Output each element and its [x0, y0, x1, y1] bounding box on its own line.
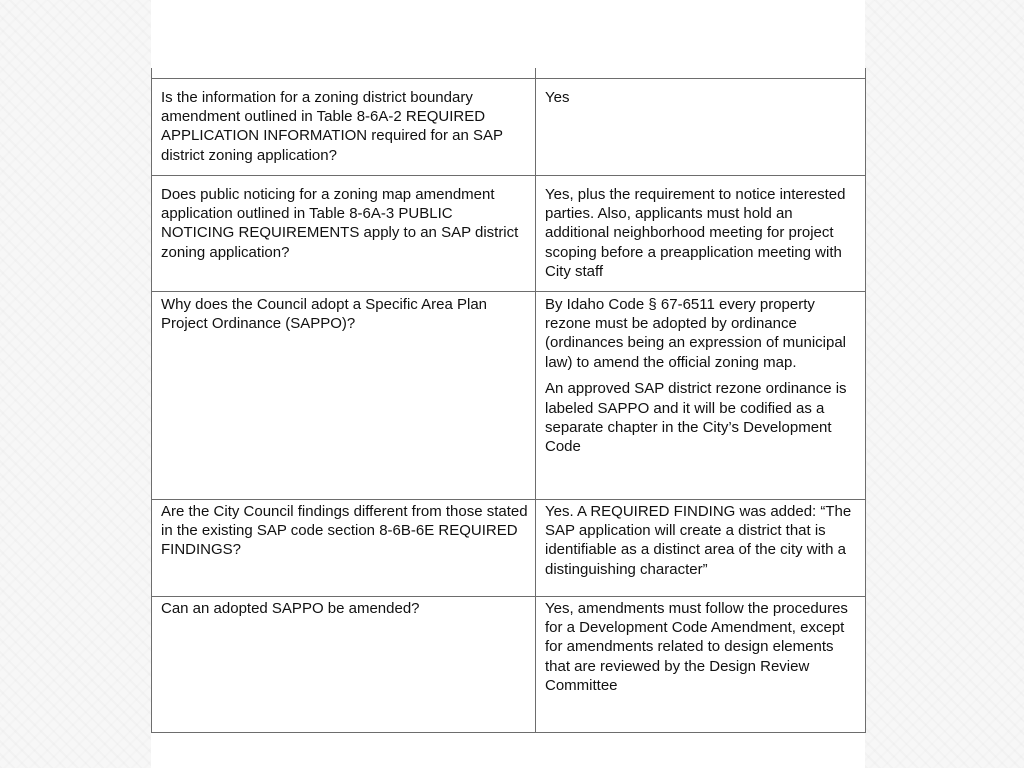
question-cell	[152, 291, 536, 499]
table-row	[152, 596, 866, 732]
table-row	[152, 291, 866, 499]
answer-cell	[536, 291, 866, 499]
question-cell	[152, 175, 536, 291]
question-cell	[152, 596, 536, 732]
question-text: Does public noticing for a zoning map amendment application outlined in Table 8-6A-3 PUBLIC NOTICING REQUIREMENTS apply to an SAP district zoning application?	[161, 185, 519, 261]
faq-table	[151, 68, 866, 733]
question-cell	[152, 499, 536, 596]
question-cell	[152, 78, 536, 175]
answer-cell	[536, 78, 866, 175]
question-text: Is the information for a zoning district boundary amendment outlined in Table 8-6A-2 REQUIRED APPLICATION INFORMATION required for an SAP district zoning application?	[161, 88, 503, 164]
answer-text: Yes, amendments must follow the procedures for a Development Code Amendment, except for amendments related to design elements that are reviewed by the Design Review Committee	[545, 599, 848, 695]
continuation-cell	[152, 68, 536, 78]
table-row	[152, 78, 866, 175]
table-row	[152, 175, 866, 291]
question-text: Why does the Council adopt a Specific Area Plan Project Ordinance (SAPPO)?	[161, 295, 488, 332]
question-text: Are the City Council findings different from those stated in the existing SAP code section 8-6B-6E REQUIRED FINDINGS?	[161, 502, 528, 559]
answer-cell	[536, 175, 866, 291]
answer-cell	[536, 499, 866, 596]
table-continuation-row	[152, 68, 866, 78]
question-text: Can an adopted SAPPO be amended?	[161, 599, 420, 617]
answer-text: By Idaho Code § 67-6511 every property rezone must be adopted by ordinance (ordinances being an expression of municipal law) to amend the official zoning map.	[545, 295, 847, 371]
table-row	[152, 499, 866, 596]
answer-text: Yes, plus the requirement to notice interested parties. Also, applicants must hold an additional neighborhood meeting for project scoping before a preapplication meeting with City staff	[545, 185, 846, 281]
answer-text: Yes	[545, 88, 570, 106]
answer-text: Yes. A REQUIRED FINDING was added: “The SAP application will create a district that is identifiable as a distinct area of the city with a distinguishing character”	[545, 502, 852, 578]
answer-cell	[536, 596, 866, 732]
answer-text: An approved SAP district rezone ordinance is labeled SAPPO and it will be codified as a separate chapter in the City’s Development Code	[545, 380, 847, 456]
continuation-cell	[536, 68, 866, 78]
